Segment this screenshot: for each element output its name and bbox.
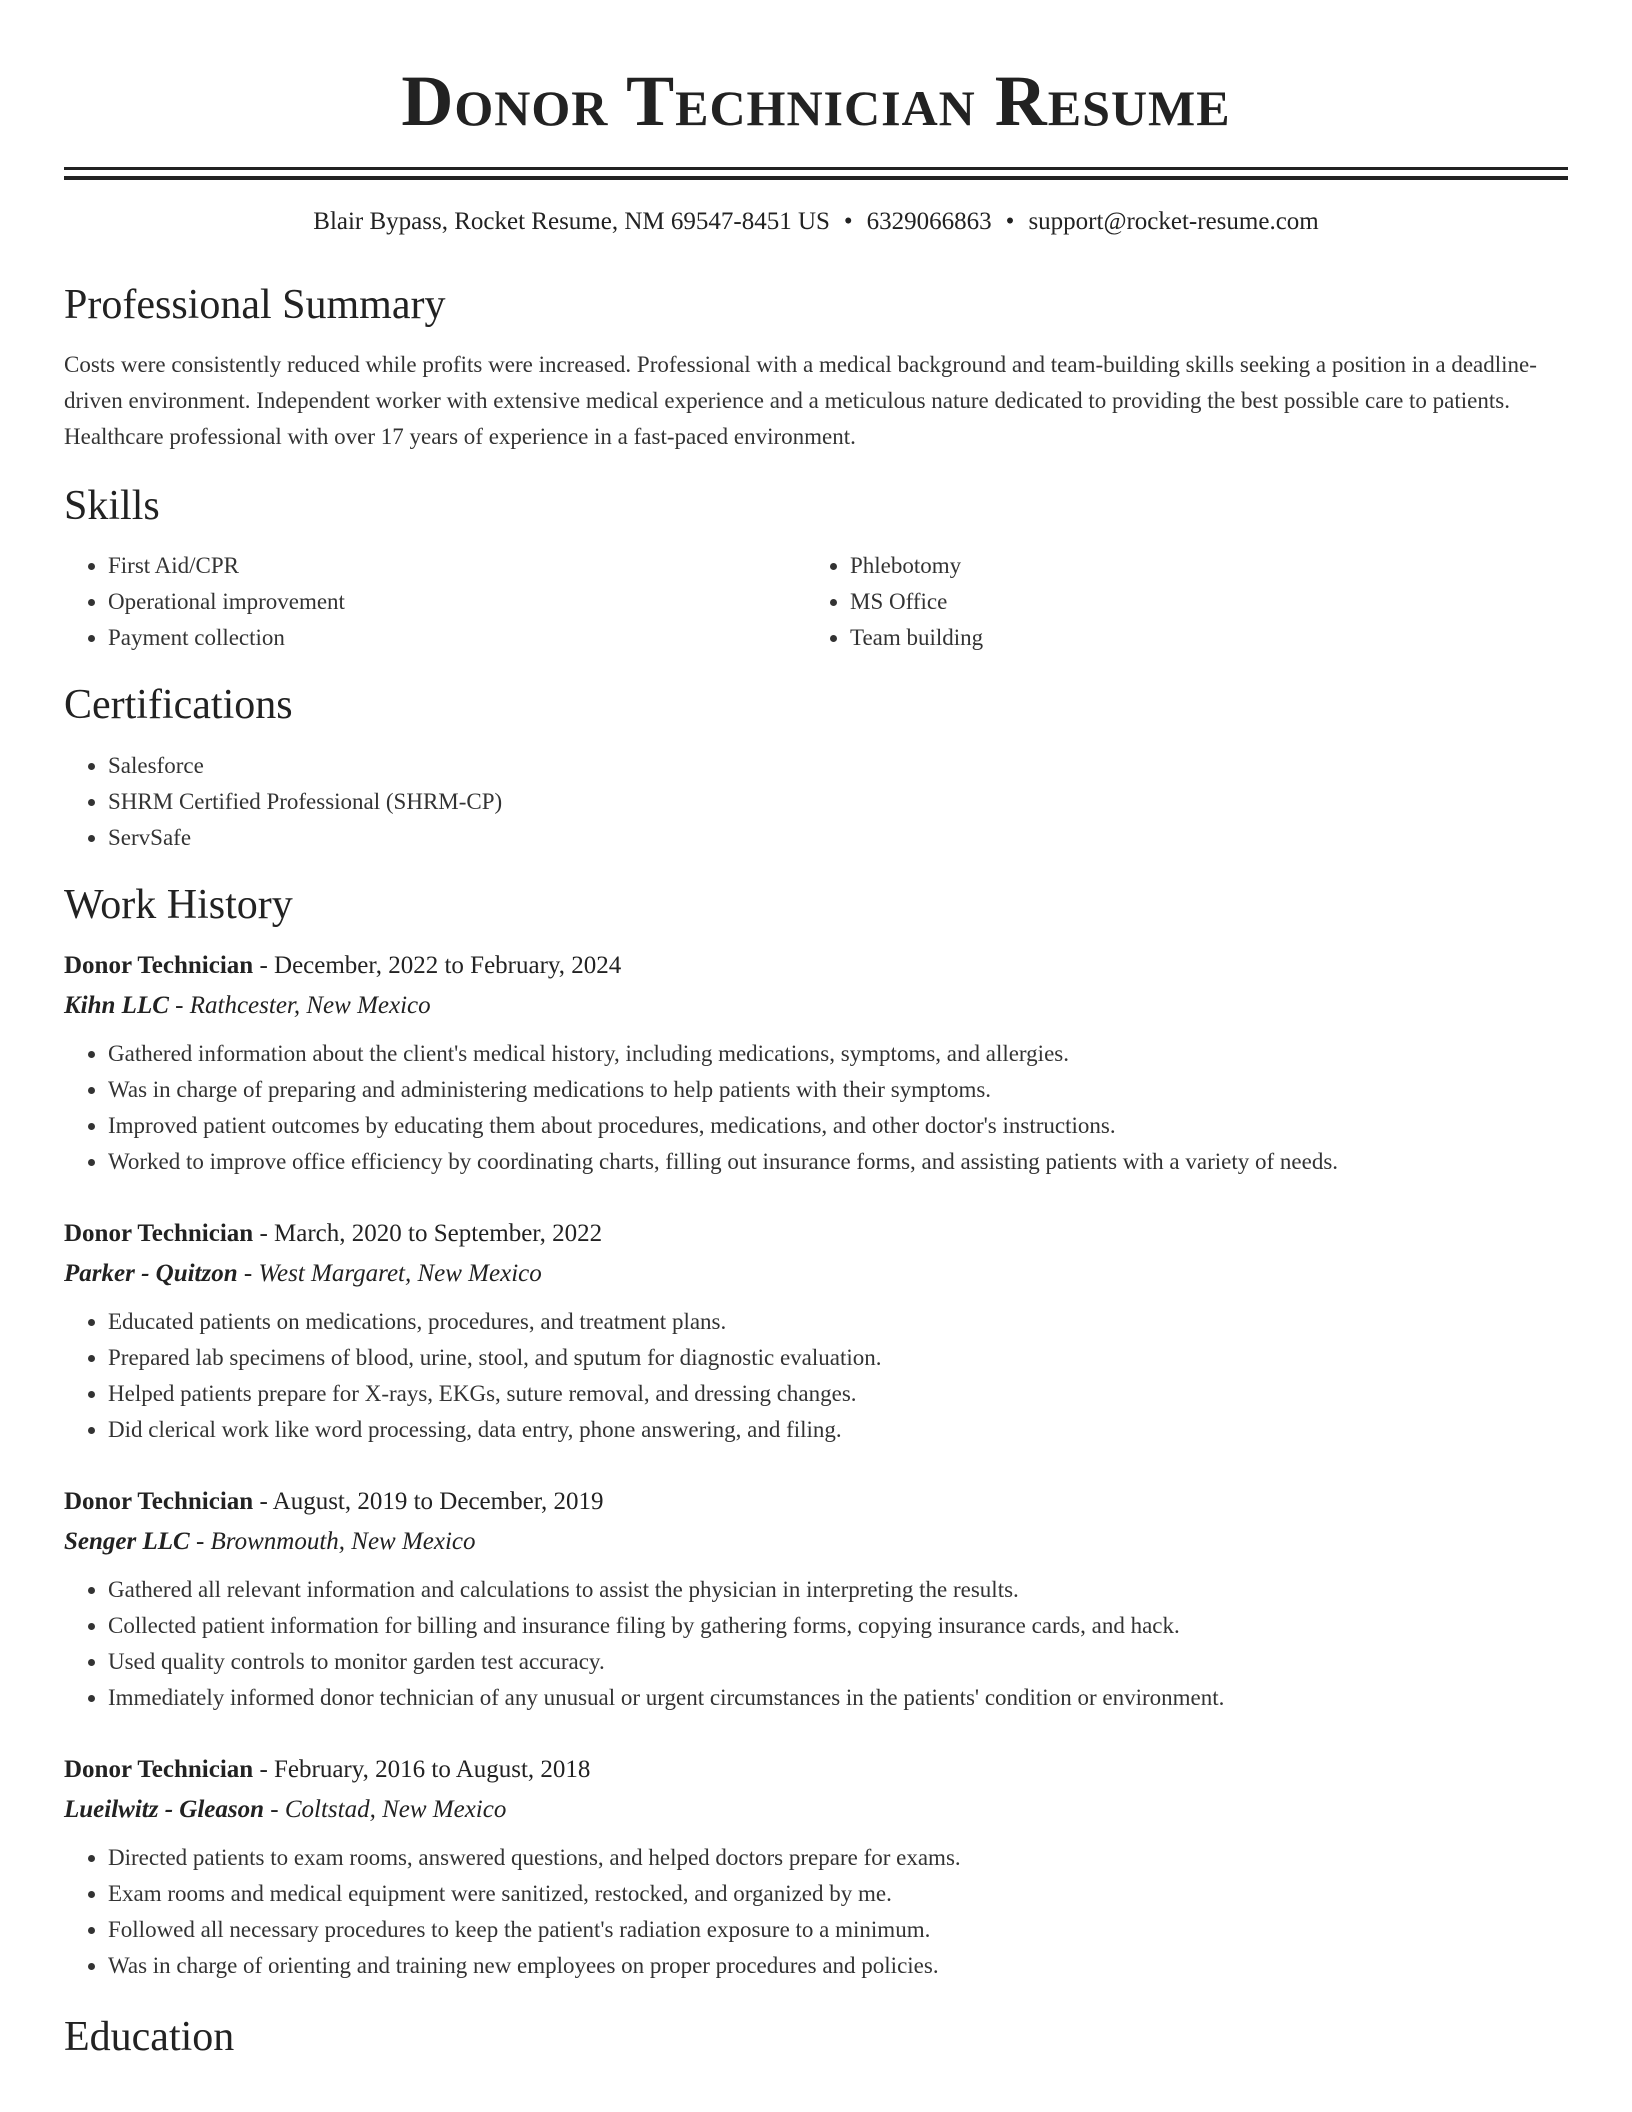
job-employer [64,986,1568,1026]
job-duty: • Used quality controls to monitor garden test accuracy. [108,1644,1568,1680]
skill-item: • Phlebotomy [850,548,1548,584]
contact-separator: • [1005,208,1015,235]
skill-item: • Payment collection [108,620,806,656]
certifications-list [64,748,1568,856]
certification-item: • ServSafe [108,820,1568,856]
job-location: - West Margaret, New Mexico [237,1260,542,1287]
skills-grid [64,548,1568,656]
job-employer [64,1790,1568,1830]
job-duty: • Collected patient information for billing and insurance filing by gathering forms, copying insurance cards, and hack. [108,1608,1568,1644]
job-header [64,1750,1568,1790]
job-company: Parker - Quitzon [64,1260,238,1287]
job-duty: • Was in charge of preparing and administering medications to help patients with their symptoms. [108,1072,1568,1108]
job-header [64,946,1568,986]
job-duty: • Gathered information about the client's medical history, including medications, symptoms, and allergies. [108,1036,1568,1072]
job-title: Donor Technician [64,952,254,979]
job-dates: - August, 2019 to December, 2019 [253,1488,604,1515]
education-heading: Education [64,2014,235,2060]
job-entry [64,1482,1568,1716]
job-duty: • Educated patients on medications, procedures, and treatment plans. [108,1304,1568,1340]
job-duty: • Immediately informed donor technician of any unusual or urgent circumstances in the patients' condition or environment. [108,1680,1568,1716]
certifications-heading: Certifications [64,682,293,728]
job-location: - Brownmouth, New Mexico [189,1528,476,1555]
job-company: Senger LLC [64,1528,190,1555]
job-location: - Rathcester, New Mexico [168,992,431,1019]
job-header [64,1482,1568,1522]
contact-email: support@rocket-resume.com [1028,208,1319,235]
job-duty: • Improved patient outcomes by educating them about procedures, medications, and other doctor's instructions. [108,1108,1568,1144]
job-duty: • Directed patients to exam rooms, answered questions, and helped doctors prepare for exams. [108,1840,1568,1876]
title-divider-bottom [64,176,1568,180]
job-dates: - February, 2016 to August, 2018 [253,1756,591,1783]
job-employer [64,1254,1568,1294]
job-entry [64,946,1568,1180]
skills-list-right [806,548,1548,656]
job-employer [64,1522,1568,1562]
job-entry [64,1750,1568,1984]
certification-item: • SHRM Certified Professional (SHRM-CP) [108,784,1568,820]
contact-address: Blair Bypass, Rocket Resume, NM 69547-8451 US [313,208,830,235]
job-dates: - December, 2022 to February, 2024 [253,952,622,979]
page-title: Donor Technician Resume [401,61,1231,141]
job-duty: • Followed all necessary procedures to keep the patient's radiation exposure to a minimum. [108,1912,1568,1948]
skill-item: • First Aid/CPR [108,548,806,584]
job-duty: • Exam rooms and medical equipment were sanitized, restocked, and organized by me. [108,1876,1568,1912]
job-duty: • Helped patients prepare for X-rays, EKGs, suture removal, and dressing changes. [108,1376,1568,1412]
skills-column-left [64,548,806,656]
certification-item: • Salesforce [108,748,1568,784]
job-duty: • Worked to improve office efficiency by coordinating charts, filling out insurance forms, and assisting patients with a variety of needs. [108,1144,1568,1180]
skill-item: • MS Office [850,584,1548,620]
contact-line [64,206,1568,238]
skills-column-right [806,548,1548,656]
contact-separator: • [843,208,853,235]
job-duty: • Gathered all relevant information and calculations to assist the physician in interpreting the results. [108,1572,1568,1608]
skill-item: • Operational improvement [108,584,806,620]
job-duties-list [64,1840,1568,1984]
job-title: Donor Technician [64,1488,254,1515]
job-company: Lueilwitz - Gleason [64,1796,265,1823]
job-duties-list [64,1036,1568,1180]
summary-text: Costs were consistently reduced while profits were increased. Professional with a medical background and team-building skills seeking a position in a deadline-driven environment. Independent worker with extensive medical experience and a meticulous nature dedicated to providing the best possible care to patients. Healthcare professional with over 17 years of experience in a fast-paced environment. [64,352,1537,449]
job-duty: • Did clerical work like word processing, data entry, phone answering, and filing. [108,1412,1568,1448]
job-title: Donor Technician [64,1220,254,1247]
title-divider-top [64,167,1568,170]
job-duties-list [64,1572,1568,1716]
job-duties-list [64,1304,1568,1448]
skills-heading: Skills [64,483,160,529]
job-duty: • Prepared lab specimens of blood, urine, stool, and sputum for diagnostic evaluation. [108,1340,1568,1376]
job-title: Donor Technician [64,1756,254,1783]
skill-item: • Team building [850,620,1548,656]
job-entry [64,1214,1568,1448]
job-company: Kihn LLC [64,992,169,1019]
job-header [64,1214,1568,1254]
job-location: - Coltstad, New Mexico [264,1796,507,1823]
contact-phone: 6329066863 [866,208,992,235]
job-duty: • Was in charge of orienting and training new employees on proper procedures and policies. [108,1948,1568,1984]
work-history-heading: Work History [64,882,293,928]
skills-list-left [64,548,806,656]
summary-heading: Professional Summary [64,282,446,328]
job-dates: - March, 2020 to September, 2022 [253,1220,603,1247]
